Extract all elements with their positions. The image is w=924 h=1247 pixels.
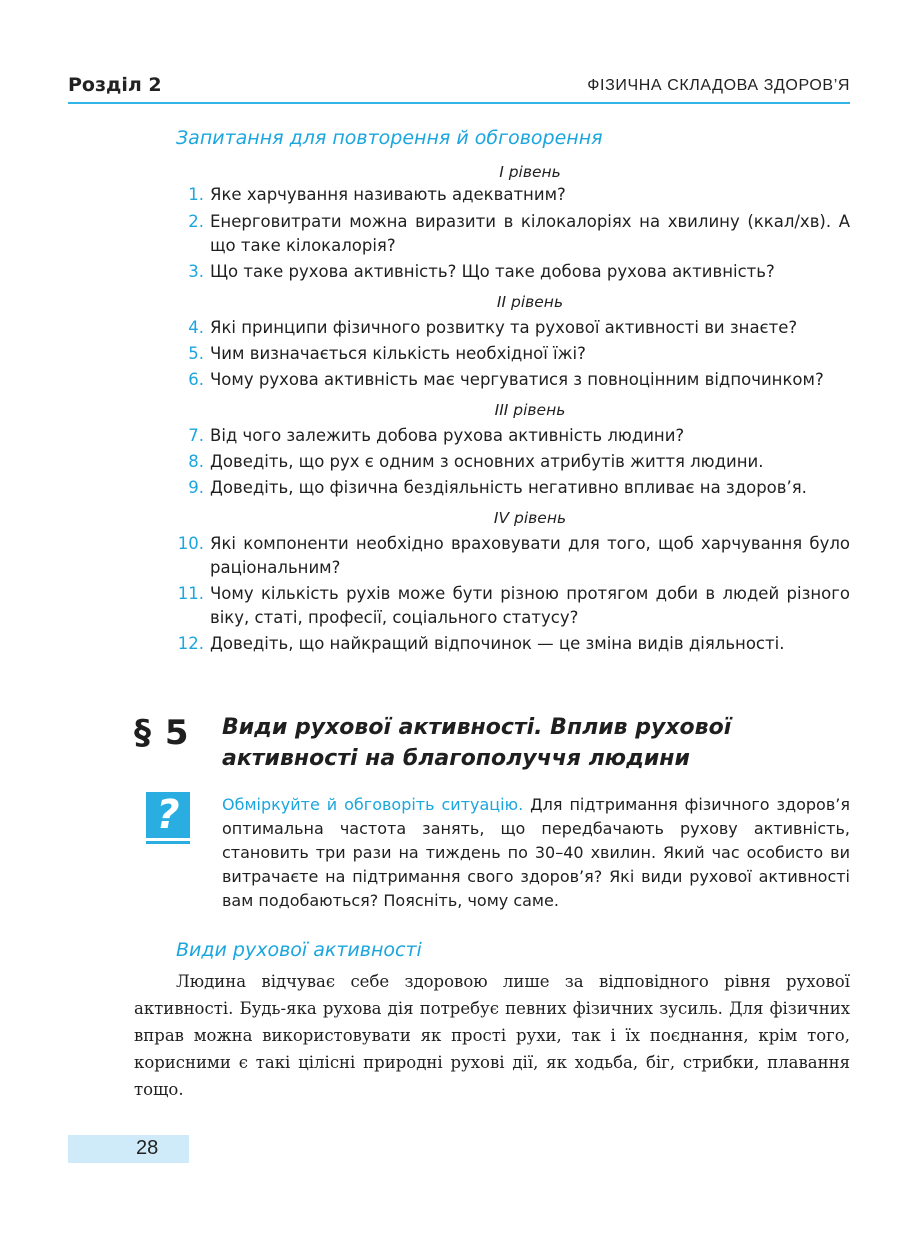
question-item xyxy=(172,260,850,284)
question-number: 11. xyxy=(177,584,204,603)
icon-underline xyxy=(146,841,190,844)
question-text: Чому кількість рухів може бути різною протягом доби в людей різного віку, статі, професії, соціального статусу? xyxy=(210,584,850,627)
question-number: 4. xyxy=(188,318,204,337)
question-number: 6. xyxy=(188,370,204,389)
subsection-title: Види рухової активності xyxy=(176,939,422,961)
question-item xyxy=(172,450,850,474)
question-item xyxy=(172,183,850,207)
question-text: Чому рухова активність має чергуватися з повноцінним відпочинком? xyxy=(210,370,824,389)
question-item xyxy=(172,424,850,448)
question-number: 1. xyxy=(188,185,204,204)
question-text: Доведіть, що найкращий відпочинок — це зміна видів діяльності. xyxy=(210,634,785,653)
question-item xyxy=(172,342,850,366)
question-text: Чим визначається кількість необхідної їжі? xyxy=(210,344,586,363)
question-number: 3. xyxy=(188,262,204,281)
section-number: § 5 xyxy=(134,713,190,753)
body-paragraph: Людина відчуває себе здоровою лише за відповідного рівня рухової активності. Будь-яка рухова дія потребує певних фізичних зусиль. Для фізичних вправ можна використовувати як прості рухи, так і їх поєднання, крім того, корисними є такі цілісні природні рухові дії, як ходьба, біг, стрибки, плавання тощо. xyxy=(134,972,850,1099)
question-text: Які принципи фізичного розвитку та рухової активності ви знаєте? xyxy=(210,318,798,337)
section-title: Види рухової активності. Вплив рухової активності на благополуччя людини xyxy=(222,715,732,771)
question-item xyxy=(172,532,850,580)
section-label: Розділ 2 xyxy=(68,74,162,96)
discussion-block xyxy=(222,793,850,913)
question-text: Яке харчування називають адекватним? xyxy=(210,185,566,204)
question-item xyxy=(172,316,850,340)
question-mark-glyph: ? xyxy=(156,792,180,838)
question-text: Які компоненти необхідно враховувати для того, щоб харчування було раціональним? xyxy=(210,534,850,577)
level-heading-3: ІІІ рівень xyxy=(494,401,566,419)
chapter-title: ФІЗИЧНА СКЛАДОВА ЗДОРОВ’Я xyxy=(587,77,850,94)
question-number: 2. xyxy=(188,212,204,231)
question-number: 9. xyxy=(188,478,204,497)
question-number: 7. xyxy=(188,426,204,445)
question-number: 8. xyxy=(188,452,204,471)
question-number: 12. xyxy=(177,634,204,653)
page-number xyxy=(68,1137,228,1160)
review-title: Запитання для повторення й обговорення xyxy=(176,127,603,149)
level-heading-4: ІV рівень xyxy=(493,509,567,527)
question-item xyxy=(172,476,850,500)
question-item xyxy=(172,368,850,392)
level-heading-1: І рівень xyxy=(499,163,561,181)
question-number: 10. xyxy=(177,534,204,553)
question-mark-icon xyxy=(146,792,190,838)
question-text: Що таке рухова активність? Що таке добова рухова активність? xyxy=(210,262,775,281)
question-item xyxy=(172,210,850,258)
page-number-value: 28 xyxy=(136,1137,159,1159)
question-text: Доведіть, що фізична бездіяльність негативно впливає на здоров’я. xyxy=(210,478,807,497)
question-text: Доведіть, що рух є одним з основних атрибутів життя людини. xyxy=(210,452,764,471)
question-number: 5. xyxy=(188,344,204,363)
header-rule xyxy=(68,102,850,104)
level-heading-2: ІІ рівень xyxy=(496,293,564,311)
discussion-lead: Обміркуйте й обговоріть ситуацію. xyxy=(222,795,524,814)
question-item xyxy=(172,632,850,656)
discussion-text: Для підтримання фізичного здоров’я оптимальна частота занять, що передбачають рухову активність, становить три рази на тиждень по 30–40 хвилин. Який час особисто ви витрачаєте на підтримання свого здоров’я? Які види рухової активності вам подобаються? Поясніть, чому саме. xyxy=(222,795,850,910)
question-text: Від чого залежить добова рухова активність людини? xyxy=(210,426,685,445)
question-item xyxy=(172,582,850,630)
question-text: Енерговитрати можна виразити в кілокалоріях на хвилину (ккал/хв). А що таке кілокалорія? xyxy=(210,212,850,255)
